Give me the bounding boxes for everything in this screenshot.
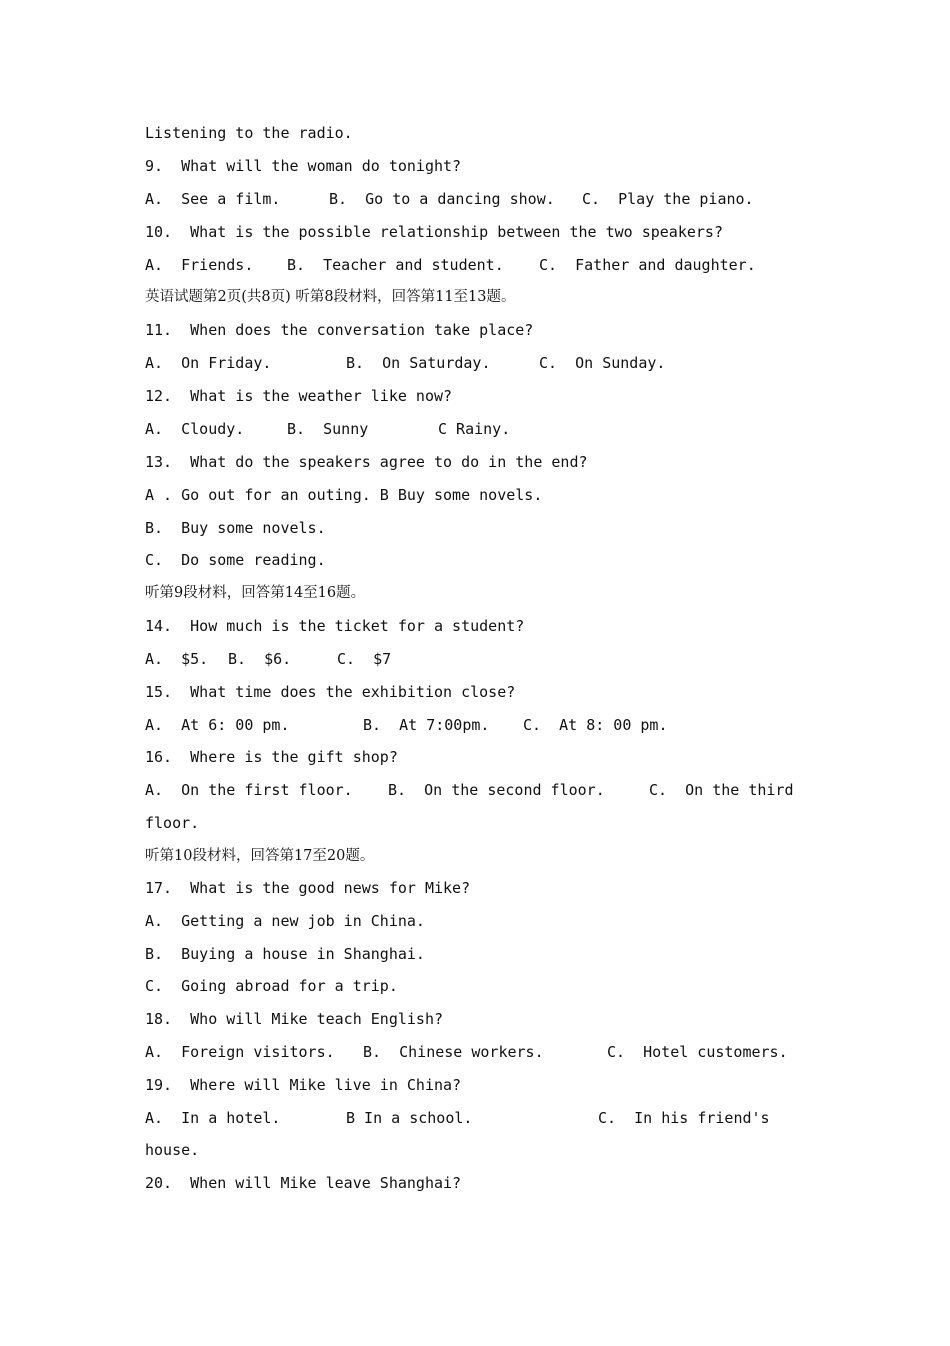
option-a: A. Cloudy.: [145, 420, 245, 438]
option-a: A. On the first floor.: [145, 781, 353, 799]
option-a: A. At 6: 00 pm.: [145, 716, 290, 734]
question-15-options: [145, 713, 668, 737]
option-a: A. Friends.: [145, 256, 254, 274]
option-c: C Rainy.: [438, 420, 511, 438]
option-b: B. On Saturday.: [346, 354, 491, 372]
question-18-options: [145, 1040, 788, 1064]
option-b: B In a school.: [346, 1109, 473, 1127]
option-b: B. $6.: [228, 650, 292, 668]
option-b: B. Sunny: [287, 420, 369, 438]
option-c: C. On the third: [649, 781, 794, 799]
option-b: B. Chinese workers.: [363, 1043, 544, 1061]
option-a: A. On Friday.: [145, 354, 272, 372]
option-c: C. On Sunday.: [539, 354, 666, 372]
exam-page: Listening to the radio. 9. What will the woman do tonight? A. See a film. B. Go to a dancing show. C. Play the piano. 10. What is the possible relationship between the two speakers? A. Friends. B. Teacher and student. C. Father and daughter. 英语试题第2页(共8页) 听第8段材料，回答第11至13题。 11. When does the conversation take place? A. On Friday. B. On Saturday. C. On Sunday. 12. What is the weather like now? A. Cloudy. B. Sunny C Rainy. 13. What do the speakers agree to do in the end? A . Go out for an outing. B Buy some novels. B. Buy some novels. C. Do some reading. 听第9段材料，回答第14至16题。 14. How much is the ticket for a student? A. $5. B. $6. C. $7 15. What time does the exhibition close? A. At 6: 00 pm. B. At 7:00pm. C. At 8: 00 pm. 16. Where is the gift shop? A. On the first floor. B. On the second floor. C. On the third floor. 听第10段材料，回答第17至20题。 17. What is the good news for Mike? A. Getting a new job in China. B. Buying a house in Shanghai. C. Going abroad for a trip. 18. Who will Mike teach English? A. Foreign visitors. B. Chinese workers. C. Hotel customers. 19. Where will Mike live in China? A. In a hotel. B In a school. C. In his friend's house. 20. When will Mike leave Shanghai?: [145, 124, 794, 1192]
option-b: B. At 7:00pm.: [363, 716, 490, 734]
question-10-options: [145, 253, 756, 277]
option-a: A. In a hotel.: [145, 1109, 281, 1127]
option-a: A. Foreign visitors.: [145, 1043, 335, 1061]
option-a: A. $5.: [145, 650, 209, 668]
option-c: C. $7: [337, 650, 392, 668]
option-c: C. Father and daughter.: [539, 256, 756, 274]
option-b: B. Teacher and student.: [287, 256, 504, 274]
option-b: B. Go to a dancing show.: [329, 190, 555, 208]
question-11-options: [145, 351, 666, 375]
question-9-options: [145, 187, 754, 211]
question-12-options: [145, 417, 511, 441]
question-16-options: [145, 778, 794, 802]
option-b: B. On the second floor.: [388, 781, 605, 799]
question-19-options: [145, 1106, 770, 1130]
option-c: C. In his friend's: [598, 1109, 770, 1127]
option-c: C. Hotel customers.: [607, 1043, 788, 1061]
option-a: A. See a film.: [145, 190, 281, 208]
question-14-options: [145, 647, 392, 671]
option-c: C. Play the piano.: [582, 190, 754, 208]
option-c: C. At 8: 00 pm.: [523, 716, 668, 734]
